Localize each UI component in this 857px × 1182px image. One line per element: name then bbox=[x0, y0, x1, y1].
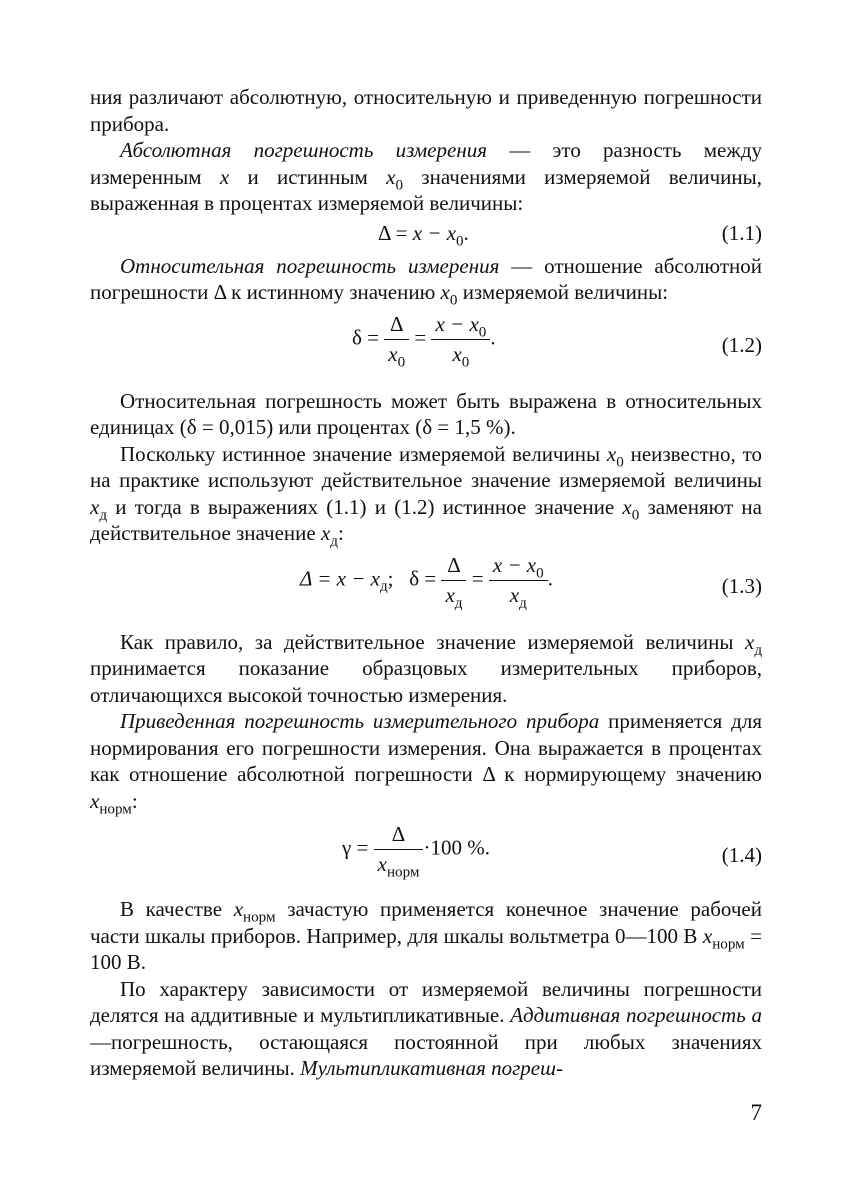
equation-body bbox=[378, 220, 469, 249]
subscript: норм bbox=[99, 800, 132, 817]
text: и тогда в выражениях (1.1) и (1.2) истинное значение bbox=[107, 494, 623, 519]
equation-body bbox=[342, 822, 490, 881]
text: = 100 В. bbox=[90, 923, 762, 974]
fraction bbox=[441, 552, 466, 611]
var-x: x bbox=[388, 341, 398, 366]
subscript: норм bbox=[712, 935, 745, 952]
page-body bbox=[90, 84, 762, 1082]
text: ·100 %. bbox=[423, 835, 490, 860]
fraction bbox=[431, 311, 490, 370]
term-additive: Аддитивная погрешность а bbox=[510, 1003, 762, 1027]
var-x: x bbox=[233, 897, 244, 921]
equation-number: (1.3) bbox=[721, 573, 762, 598]
text: Поскольку истинное значение измеряемой величины bbox=[120, 441, 607, 466]
paragraph-reduced-error bbox=[90, 708, 763, 817]
var-x: x bbox=[744, 629, 755, 654]
paragraph-xnorm bbox=[90, 896, 762, 976]
text: Как правило, за действительное значение измеряемой величины bbox=[120, 629, 745, 654]
var-x: x bbox=[702, 923, 713, 948]
text: Δ = bbox=[378, 220, 413, 245]
var-x: x bbox=[445, 582, 455, 607]
subscript: 0 bbox=[395, 176, 403, 193]
denominator bbox=[441, 581, 466, 611]
var-x: x bbox=[622, 494, 632, 519]
text: значениями измеряемой величины, выраженная в процентах измеряемой величины: bbox=[90, 164, 762, 215]
text: зачастую применяется конечное значение рабочей части шкалы приборов. Например, для шкалы вольтметра 0—100 В bbox=[90, 897, 762, 948]
subscript: 0 bbox=[397, 353, 406, 370]
var-x: x bbox=[320, 521, 331, 545]
text: x − x bbox=[492, 552, 537, 577]
equation-number: (1.4) bbox=[721, 843, 762, 867]
subscript: норм bbox=[243, 909, 276, 926]
equation-1-2 bbox=[90, 306, 762, 384]
numerator bbox=[489, 553, 548, 581]
text: . bbox=[490, 324, 496, 349]
text: δ = bbox=[352, 324, 385, 349]
text: Δ = x − x bbox=[300, 565, 380, 590]
subscript: д bbox=[330, 533, 338, 550]
subscript: 0 bbox=[616, 453, 624, 470]
numerator: Δ bbox=[441, 553, 466, 581]
numerator: Δ bbox=[384, 312, 409, 340]
term-reduced-error: Приведенная погрешность измерительного прибора bbox=[120, 709, 600, 733]
equation-1-4 bbox=[90, 814, 762, 896]
var-x: x bbox=[606, 441, 617, 466]
paragraph-true-value bbox=[90, 441, 762, 550]
term-multiplicative: Мультипликативная погреш- bbox=[300, 1056, 563, 1080]
text: γ = bbox=[342, 835, 374, 860]
text: Относительная погрешность может быть выражена в относительных единицах (δ = 0,015) или процентах (δ = 1,5 %). bbox=[90, 388, 762, 439]
paragraph-relative-error bbox=[90, 253, 762, 309]
text: . bbox=[463, 220, 469, 245]
denominator bbox=[431, 340, 490, 370]
text: неизвестно, то на практике используют действительное значение измеряемой величины bbox=[90, 441, 762, 492]
text: заменяют на действительное значение bbox=[90, 494, 762, 545]
fraction bbox=[384, 311, 409, 370]
equation-number: (1.2) bbox=[721, 332, 762, 357]
denominator bbox=[384, 340, 409, 370]
fraction bbox=[374, 822, 424, 881]
equation-number: (1.1) bbox=[721, 220, 762, 245]
equation-body: $\Delta = x - x_д$; δ = $\frac{\Delta}{x_д}$ = $\frac{x - x_0}{x_д}$ . bbox=[300, 552, 553, 611]
subscript: 0 bbox=[536, 564, 544, 581]
var-x: x bbox=[219, 164, 230, 189]
equation-1-1 bbox=[90, 217, 762, 253]
text: По характеру зависимости от измеряемой величины погрешности делятся на аддитивные и мультипликативные. bbox=[90, 976, 762, 1027]
text: . bbox=[547, 565, 553, 590]
text: x − x bbox=[435, 311, 479, 336]
term-relative-error: Относительная погрешность измерения bbox=[120, 253, 500, 278]
subscript: 0 bbox=[456, 232, 464, 249]
var-x: x bbox=[440, 280, 450, 304]
paragraph-relative-units bbox=[90, 388, 762, 441]
var-x: x bbox=[90, 788, 100, 813]
denominator bbox=[489, 581, 548, 611]
term-absolute-error: Абсолютная погрешность измерения bbox=[120, 138, 488, 162]
var-x: x bbox=[377, 852, 387, 876]
paragraph-additive bbox=[90, 976, 762, 1082]
numerator: Δ bbox=[374, 822, 424, 850]
var-x: x bbox=[386, 164, 396, 189]
equation-1-3 bbox=[90, 547, 762, 625]
text: принимается показание образцовых измерительных приборов, отличающихся высокой точностью измерения. bbox=[90, 656, 762, 707]
text: измеряемой величины: bbox=[457, 280, 669, 304]
subscript: д bbox=[99, 506, 108, 523]
fraction bbox=[489, 552, 548, 611]
subscript: 0 bbox=[631, 506, 640, 523]
text: x − x bbox=[412, 220, 457, 245]
text: применяется для нормирования его погрешности измерения. Она выражается в процентах как отношение абсолютной погрешности Δ к нормирующему значению bbox=[90, 709, 763, 786]
text: : bbox=[131, 788, 138, 813]
subscript: норм bbox=[386, 864, 420, 881]
text: ; δ = bbox=[387, 565, 442, 590]
subscript: 0 bbox=[478, 323, 487, 340]
subscript: д bbox=[379, 578, 388, 595]
text: —погрешность, остающаяся постоянной при любых значениях измеряемой величины. bbox=[90, 1029, 762, 1080]
var-x: x bbox=[452, 341, 462, 366]
subscript: д bbox=[754, 641, 762, 658]
text: — отношение абсолютной погрешности Δ к истинному значению bbox=[90, 253, 762, 304]
paragraph-as-a-rule bbox=[90, 629, 762, 709]
page-number: 7 bbox=[750, 1100, 762, 1125]
paragraph-0 bbox=[90, 84, 762, 137]
numerator bbox=[431, 312, 490, 340]
text: — это разность между измеренным bbox=[90, 138, 762, 189]
subscript: 0 bbox=[449, 292, 458, 309]
subscript: д bbox=[519, 594, 527, 611]
text: В качестве bbox=[120, 897, 234, 921]
var-x: x bbox=[90, 494, 100, 519]
subscript: д bbox=[454, 594, 463, 611]
equation-body: δ = $\frac{\Delta}{x_0}$ = $\frac{x - x_0}{x_0}$ . bbox=[352, 311, 496, 370]
var-x: x bbox=[509, 582, 520, 607]
text: : bbox=[337, 521, 344, 545]
paragraph-absolute-error bbox=[90, 137, 762, 217]
denominator bbox=[374, 850, 424, 881]
subscript: 0 bbox=[461, 353, 470, 370]
text: ния различают абсолютную, относительную и приведенную погрешности прибора. bbox=[90, 85, 762, 136]
text: и истинным bbox=[229, 164, 387, 189]
